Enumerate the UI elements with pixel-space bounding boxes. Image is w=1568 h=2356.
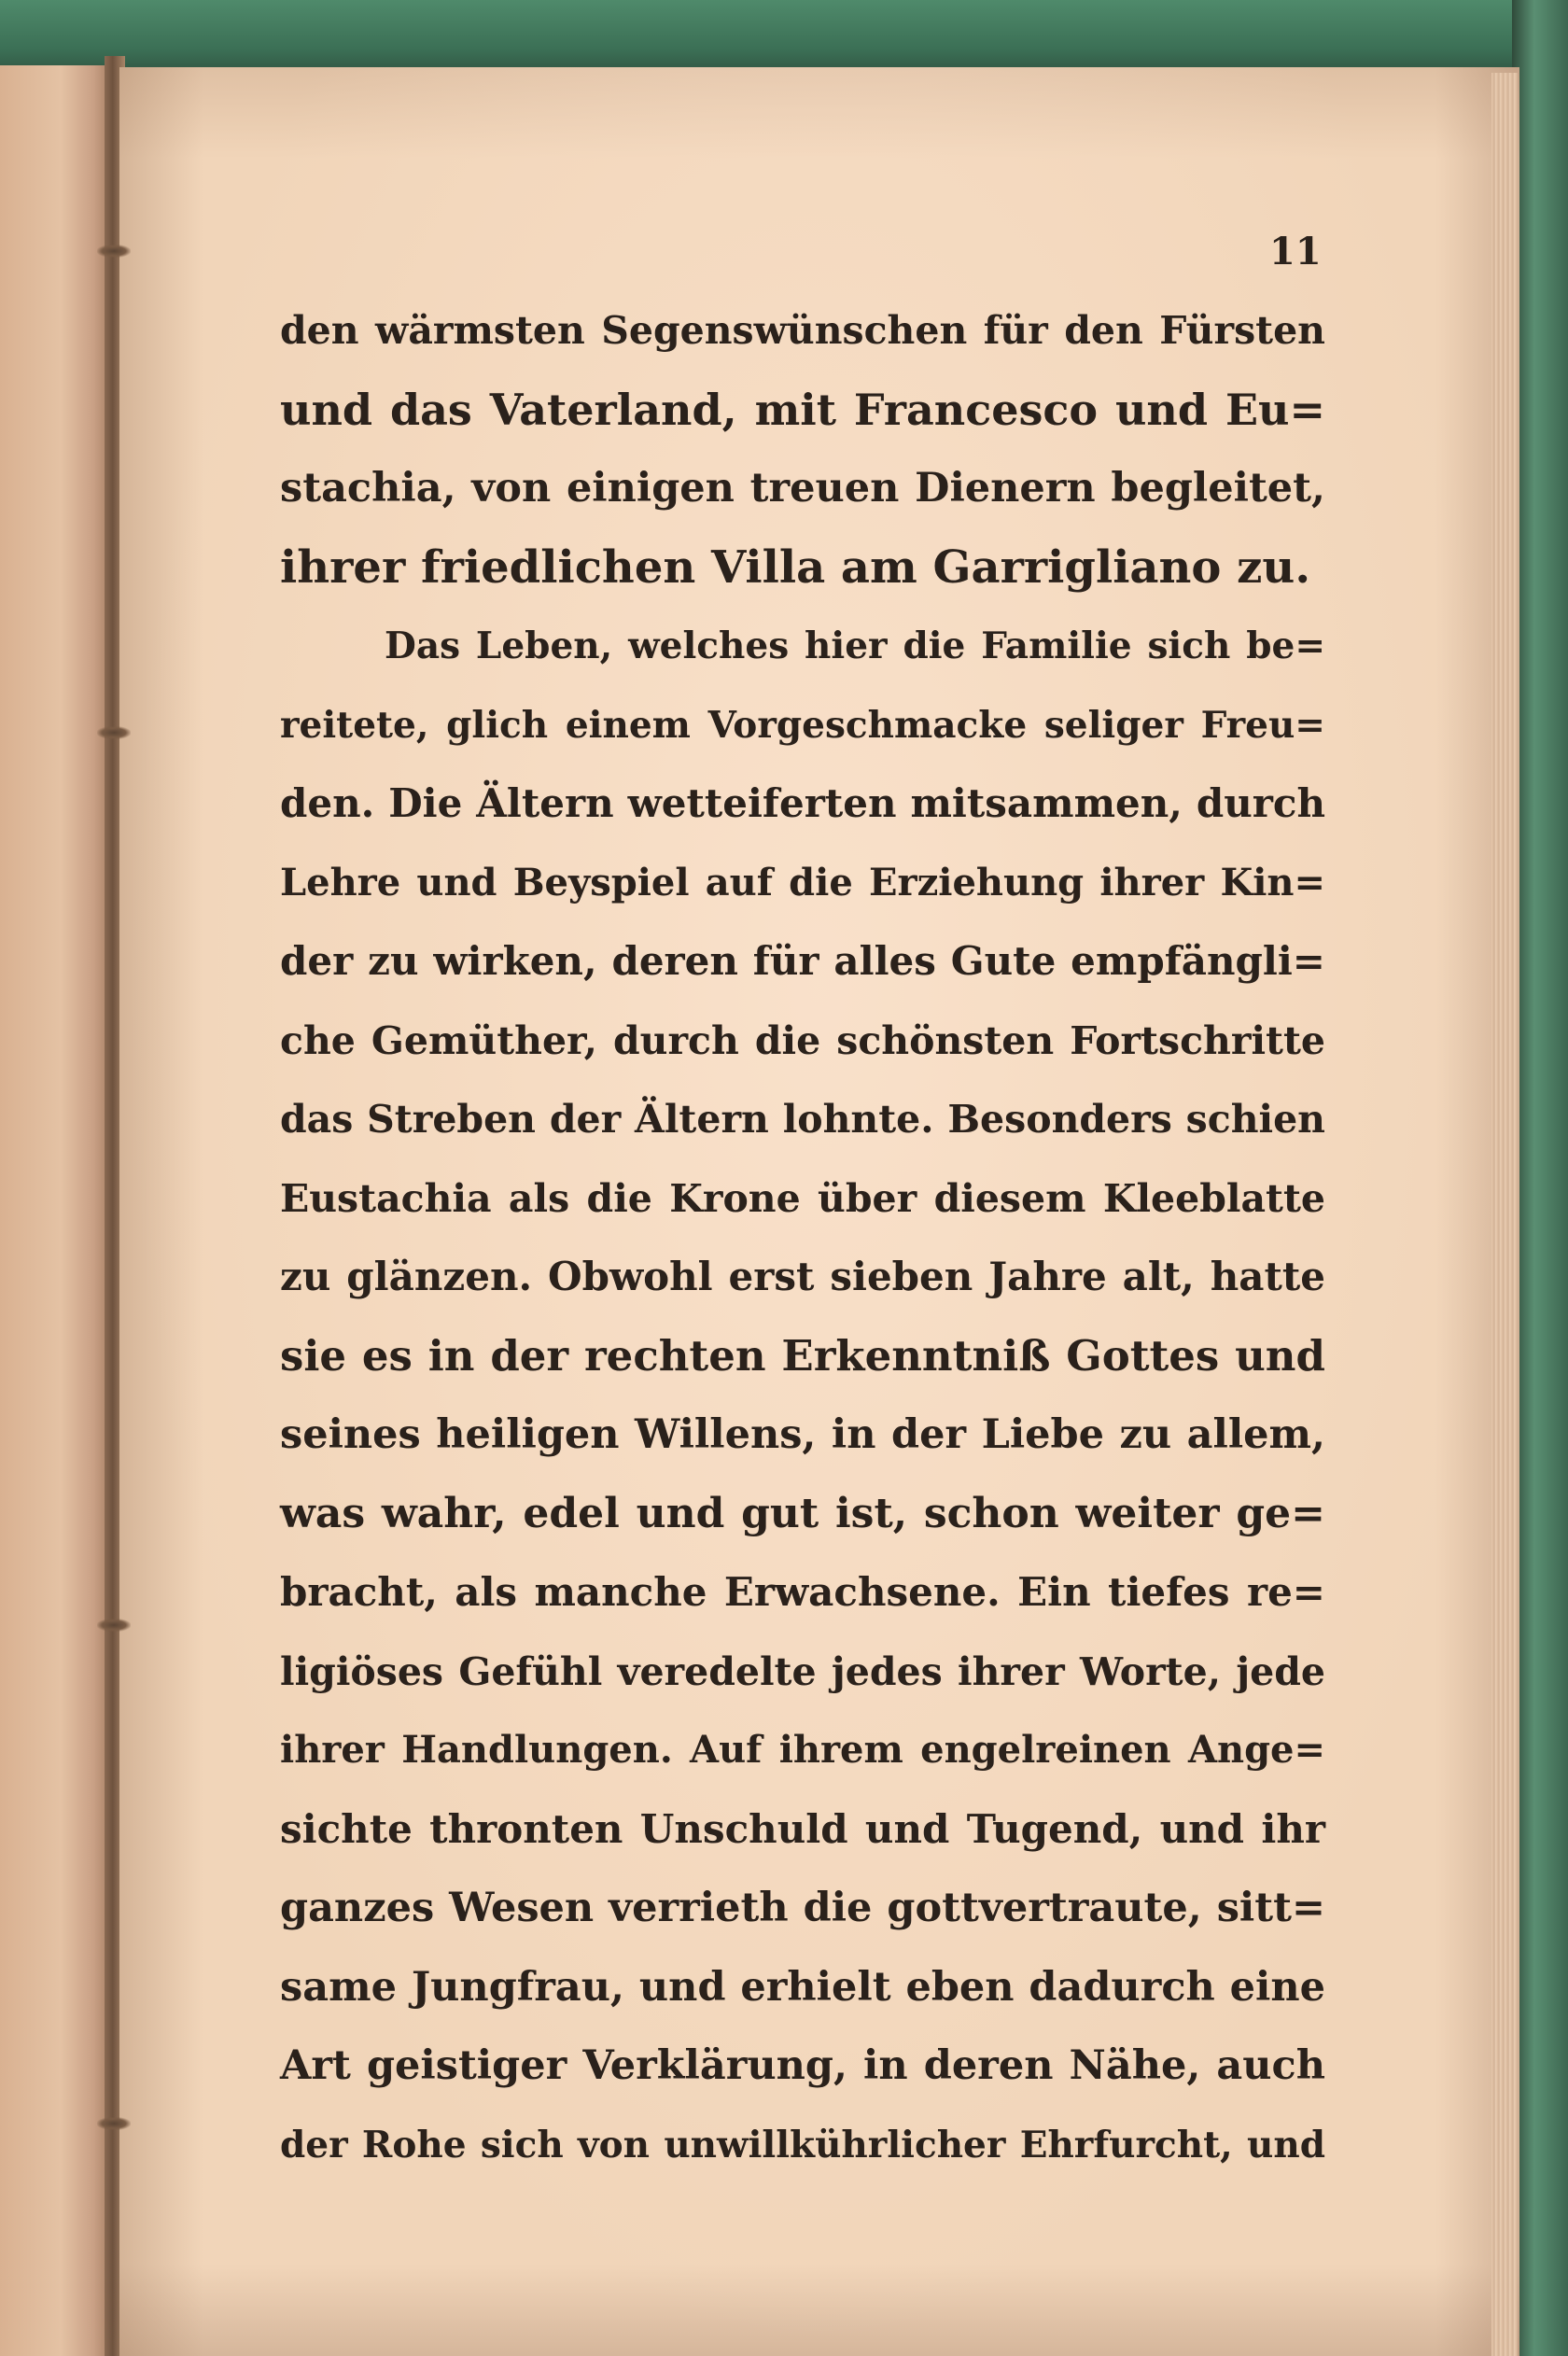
text-line: ligiöses Gefühl veredelte jedes ihrer Worte, jede — [280, 1648, 1325, 1694]
text-line: der zu wirken, deren für alles Gute empfängli= — [280, 938, 1325, 984]
page-stack-edge — [1491, 73, 1518, 2356]
binding-stitch — [97, 245, 131, 258]
text-line: Art geistiger Verklärung, in deren Nähe, auch — [280, 2042, 1325, 2089]
text-line: sie es in der rechten Erkenntniß Gottes und — [280, 1330, 1325, 1381]
left-page-strip — [0, 65, 110, 2356]
binding-stitch — [97, 2117, 131, 2130]
text-line: ihrer Handlungen. Auf ihrem engelreinen Ange= — [280, 1728, 1325, 1772]
text-line: was wahr, edel und gut ist, schon weiter ge= — [280, 1489, 1325, 1537]
page-number: 11 — [1269, 230, 1322, 273]
text-line: sichte thronten Unschuld und Tugend, und ihr — [280, 1805, 1325, 1852]
text-line: der Rohe sich von unwillkührlicher Ehrfurcht, und — [280, 2123, 1325, 2167]
text-line: bracht, als manche Erwachsene. Ein tiefes re= — [280, 1569, 1325, 1615]
text-line: das Streben der Ältern lohnte. Besonders schien — [280, 1097, 1325, 1142]
text-line: reitete, glich einem Vorgeschmacke seliger Freu= — [280, 703, 1325, 747]
book-cover-right-edge — [1512, 0, 1568, 2356]
text-line: stachia, von einigen treuen Dienern begleitet, — [280, 465, 1325, 512]
text-line: und das Vaterland, mit Francesco und Eu= — [280, 384, 1325, 435]
text-line: seines heiligen Willens, in der Liebe zu allem, — [280, 1411, 1325, 1458]
body-text — [280, 291, 1325, 2184]
binding-stitch — [97, 726, 131, 739]
text-line: che Gemüther, durch die schönsten Fortschritte — [280, 1017, 1325, 1063]
text-line: Das Leben, welches hier die Familie sich be= — [385, 624, 1325, 667]
text-line: zu glänzen. Obwohl erst sieben Jahre alt, hatte — [280, 1254, 1325, 1299]
text-line: den wärmsten Segenswünschen für den Fürsten — [280, 308, 1325, 353]
text-line: Eustachia als die Krone über diesem Kleeblatte — [280, 1175, 1325, 1221]
text-line: Lehre und Beyspiel auf die Erziehung ihrer Kin= — [280, 860, 1325, 905]
text-line: ganzes Wesen verrieth die gottvertraute, sitt= — [280, 1885, 1325, 1931]
text-line: same Jungfrau, und erhielt eben dadurch eine — [280, 1963, 1325, 2011]
text-line: den. Die Ältern wetteiferten mitsammen, durch — [280, 780, 1325, 826]
binding-stitch — [97, 1619, 131, 1632]
text-line: ihrer friedlichen Villa am Garrigliano zu. — [280, 540, 1311, 594]
